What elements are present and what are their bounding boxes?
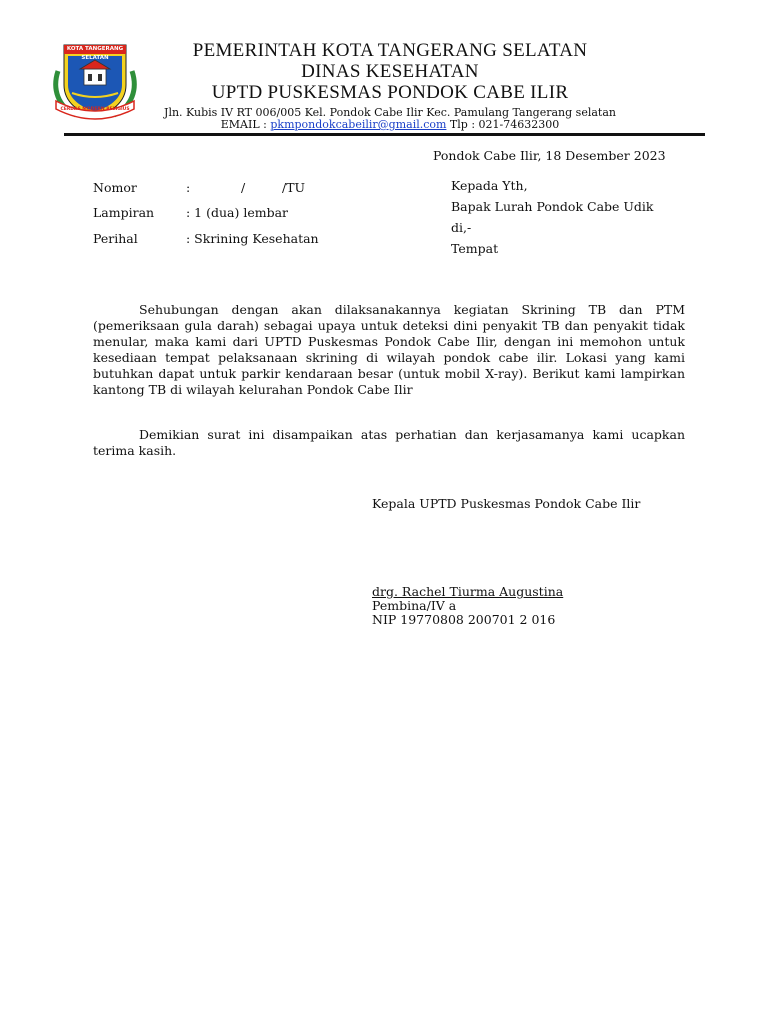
city-emblem-logo	[50, 41, 140, 123]
letterhead-block	[150, 40, 630, 131]
recipient-greeting: Kepada Yth,	[451, 178, 528, 193]
signatory-title: Kepala UPTD Puskesmas Pondok Cabe Ilir	[372, 496, 641, 511]
nomor-label: Nomor	[93, 180, 137, 195]
signatory-rank: Pembina/IV a	[372, 598, 457, 613]
logo-bottom-text: CERDAS MODERN RELIGIUS	[60, 107, 130, 112]
nomor-slash: /	[241, 180, 246, 195]
lampiran-value: : 1 (dua) lembar	[186, 205, 289, 220]
perihal-value: : Skrining Kesehatan	[186, 231, 319, 246]
body-paragraph-2: Demikian surat ini disampaikan atas perhatian dan kerjasamanya kami ucapkan terima kasih.	[93, 427, 685, 458]
body-paragraph-1: Sehubungan dengan akan dilaksanakannya kegiatan Skrining TB dan PTM (pemeriksaan gula darah) sebagai upaya untuk deteksi dini penyakit TB dan penyakit tidak menular, maka kami dari UPTD Puskesmas Pondok Cabe Ilir, dengan ini memohon untuk kesediaan tempat pelaksanaan skrining di wilayah pondok cabe ilir. Lokasi yang kami butuhkan dapat untuk parkir kendaraan besar (untuk mobil X-ray). Berikut kami lampirkan kantong TB di wilayah kelurahan Pondok Cabe Ilir	[93, 302, 685, 397]
nomor-colon: :	[186, 180, 191, 195]
letterhead-address: Jln. Kubis IV RT 006/005 Kel. Pondok Cabe Ilir Kec. Pamulang Tangerang selatan	[164, 106, 616, 119]
logo-top-text: KOTA TANGERANG SELATAN	[66, 46, 124, 61]
letterhead-contact	[150, 119, 630, 131]
recipient-place: Tempat	[451, 241, 499, 256]
letterhead-institution: UPTD PUSKESMAS PONDOK CABE ILIR	[211, 82, 569, 103]
email-link[interactable]: pkmpondokcabeilir@gmail.com	[270, 118, 447, 131]
perihal-label: Perihal	[93, 231, 138, 246]
signatory-name: drg. Rachel Tiurma Augustina	[372, 584, 564, 599]
letterhead-divider	[64, 133, 705, 136]
nomor-value: /TU	[282, 180, 306, 195]
letterhead-government: PEMERINTAH KOTA TANGERANG SELATAN	[192, 40, 588, 61]
recipient-name: Bapak Lurah Pondok Cabe Udik	[451, 199, 654, 214]
lampiran-label: Lampiran	[93, 205, 155, 220]
letter-date: Pondok Cabe Ilir, 18 Desember 2023	[433, 148, 666, 163]
phone-text: Tlp : 021-74632300	[446, 118, 560, 131]
email-label: EMAIL :	[220, 118, 271, 131]
letterhead-department: DINAS KESEHATAN	[301, 61, 479, 82]
recipient-di: di,-	[451, 220, 472, 235]
signatory-nip: NIP 19770808 200701 2 016	[372, 612, 556, 627]
